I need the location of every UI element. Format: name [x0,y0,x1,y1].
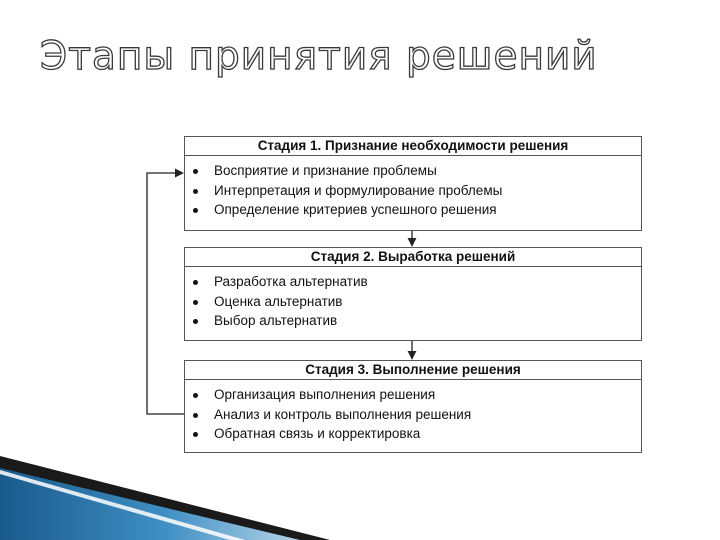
stage-3-header: Стадия 3. Выполнение решения [185,361,641,380]
list-item: Определение критериев успешного решения [185,200,641,220]
list-item: Организация выполнения решения [185,385,641,405]
page-title: Этапы принятия решений [40,34,598,79]
stage-2-header: Стадия 2. Выработка решений [185,248,641,267]
list-item: Анализ и контроль выполнения решения [185,405,641,425]
stage-1-header: Стадия 1. Признание необходимости решения [185,137,641,156]
feedback-loop-arrow [147,173,184,414]
list-item: Интерпретация и формулирование проблемы [185,181,641,201]
list-item: Выбор альтернатив [185,311,641,331]
list-item: Восприятие и признание проблемы [185,161,641,181]
list-item: Оценка альтернатив [185,292,641,312]
list-item: Обратная связь и корректировка [185,424,641,444]
list-item: Разработка альтернатив [185,272,641,292]
